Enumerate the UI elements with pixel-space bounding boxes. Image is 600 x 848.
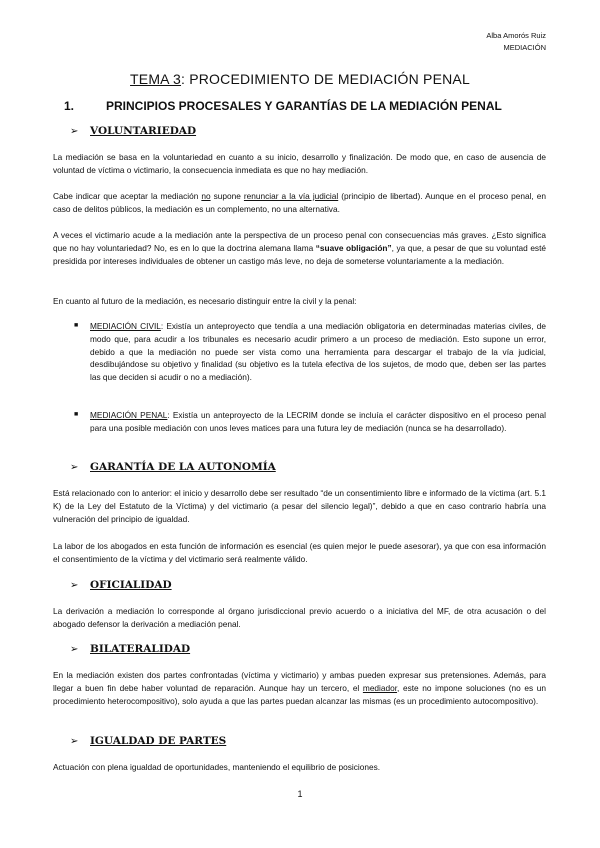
subheading-bilateralidad: ➢ BILATERALIDAD	[70, 643, 191, 655]
paragraph: A veces el victimario acude a la mediación ante la perspectiva de un proceso penal con consecuencias más graves. ¿Esto significa que no hay voluntariedad? No, es en lo que la doctrina alemana llama “suave obligación”, ya que, a pesar de que su voluntad esté presidida por intereses individuales de obtener un castigo más leve, no deja de someterse voluntariamente a la mediación.	[53, 230, 546, 266]
paragraph: Cabe indicar que aceptar la mediación no supone renunciar a la vía judicial (principio de libertad). Aunque en el proceso penal, en caso de delitos públicos, la mediación es un complemento, no una alternativa.	[53, 191, 546, 214]
paragraph: En la mediación existen dos partes confrontadas (víctima y victimario) y ambas pueden expresar sus pretensiones. Además, para llegar a buen fin debe haber voluntad de reparación. Aunque hay un tercero, el mediador, este no impone soluciones (no es un procedimiento heterocompositivo), solo ayuda a que las partes puedan alcanzar las mismas (es un procedimiento autocompositivo).	[53, 670, 546, 706]
arrow-bullet-icon: ➢	[70, 462, 79, 473]
arrow-bullet-icon: ➢	[70, 126, 79, 137]
arrow-bullet-icon: ➢	[70, 736, 79, 747]
square-bullet-icon: ■	[74, 411, 79, 418]
square-bullet-icon: ■	[74, 322, 79, 329]
paragraph: La labor de los abogados en esta función de información es esencial (es quien mejor le puede asesorar), ya que con esa información el consentimiento de la víctima y del victimario será realmente válido.	[53, 541, 546, 564]
subheading-autonomia: ➢ GARANTÍA DE LA AUTONOMÍA	[70, 461, 276, 473]
paragraph: La derivación a mediación lo corresponde al órgano jurisdiccional previo acuerdo o a iniciativa del MF, de otra acusación o del abogado defensor la derivación a mediación penal.	[53, 606, 546, 629]
section-number: 1.	[64, 99, 75, 113]
subheading-voluntariedad: ➢ VOLUNTARIEDAD	[70, 125, 197, 137]
arrow-bullet-icon: ➢	[70, 580, 79, 591]
header-subject: MEDIACIÓN	[503, 43, 546, 52]
list-item: MEDIACIÓN PENAL: Existía un anteproyecto de la LECRIM donde se incluía el carácter dispositivo en el proceso penal para una posible mediación con unos leves matices para una futura ley de mediación (nunca se ha desarrollado).	[90, 410, 546, 433]
paragraph: Actuación con plena igualdad de oportunidades, manteniendo el equilibrio de posiciones.	[53, 762, 381, 772]
page-title	[0, 71, 600, 87]
arrow-bullet-icon: ➢	[70, 644, 79, 655]
paragraph: La mediación se basa en la voluntariedad en cuanto a su inicio, desarrollo y finalización. De modo que, en caso de ausencia de voluntad de víctima o victimario, la consecuencia inmediata es que no hay mediación.	[53, 152, 546, 175]
running-header	[486, 30, 546, 54]
list-item: MEDIACIÓN CIVIL: Existía un anteproyecto que tendía a una mediación obligatoria en determinadas materias civiles, de modo que, para acudir a los tribunales es necesario acudir primero a un proceso de mediación. Esto supone un error, debido a que la mediación no puede ser vista como una herramienta para descargar el trabajo de la vía judicial, desdibujándose su objetivo y finalidad (su objetivo es la tutela efectiva de los sujetos, de modo que, deben ser las partes las que deciden si acudir o no a mediación).	[90, 321, 546, 383]
section-heading	[64, 99, 502, 113]
subheading-oficialidad: ➢ OFICIALIDAD	[70, 579, 172, 591]
paragraph: En cuanto al futuro de la mediación, es necesario distinguir entre la civil y la penal:	[53, 296, 357, 306]
subheading-igualdad: ➢ IGUALDAD DE PARTES	[70, 735, 227, 747]
section-title: PRINCIPIOS PROCESALES Y GARANTÍAS DE LA MEDIACIÓN PENAL	[106, 99, 502, 113]
header-author: Alba Amorós Ruiz	[486, 31, 546, 40]
title-prefix: TEMA 3	[130, 71, 182, 87]
paragraph: Está relacionado con lo anterior: el inicio y desarrollo debe ser resultado “de un consentimiento libre e informado de la víctima (art. 5.1 K) de la Ley del Estatuto de la Víctima) y del victimario (a pesar del silencio legal)”, debido a que en caso contrario habría una vulneración del principio de igualdad.	[53, 488, 547, 524]
page-number: 1	[297, 789, 303, 799]
title-rest: : PROCEDIMIENTO DE MEDIACIÓN PENAL	[181, 71, 470, 87]
